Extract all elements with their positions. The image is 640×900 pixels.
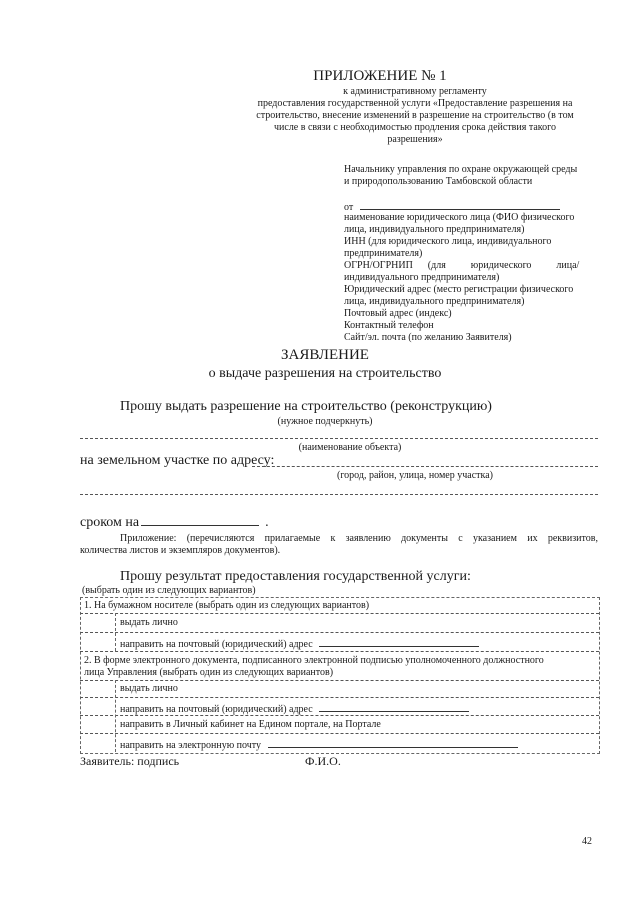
option-electronic-post: направить на почтовый (юридический) адрес <box>120 701 469 716</box>
electronic-option-header-2: лица Управления (выбрать один из следующих вариантов) <box>84 667 334 678</box>
attachment-line-1: Приложение: (перечисляются прилагаемые к заявлению документы с указанием их реквизитов, <box>120 533 598 544</box>
electronic-post-address-field[interactable] <box>319 701 469 712</box>
document-title: ЗАЯВЛЕНИЕ <box>281 347 369 363</box>
from-field[interactable] <box>360 199 560 210</box>
request-text: Прошу выдать разрешение на строительство (реконструкцию) <box>120 399 492 414</box>
addressee-detail-2: лица, индивидуального предпринимателя) <box>344 224 525 235</box>
result-title: Прошу результат предоставления государственной услуги: <box>120 569 471 584</box>
addressee-detail-6: индивидуального предпринимателя) <box>344 272 500 283</box>
email-field[interactable] <box>268 737 518 748</box>
appendix-line-2: предоставления государственной услуги «Предоставление разрешения на <box>257 98 573 109</box>
table-rule <box>80 613 599 614</box>
address-label: на земельном участке по адресу: <box>80 453 275 468</box>
term-field[interactable] <box>141 515 259 526</box>
object-name-field[interactable] <box>80 438 598 439</box>
result-choose: (выбрать один из следующих вариантов) <box>82 585 256 596</box>
checkbox-electronic-email[interactable] <box>82 735 113 751</box>
checkbox-paper-in-person[interactable] <box>82 615 113 630</box>
option-paper-post: направить на почтовый (юридический) адрес <box>120 636 479 651</box>
appendix-line-5: разрешения» <box>387 134 443 145</box>
appendix-line-3: строительство, внесение изменений в разрешение на строительство (в том <box>256 110 574 121</box>
signature-fio: Ф.И.О. <box>305 754 341 768</box>
signature-label: Заявитель: подпись <box>80 754 180 768</box>
addressee-detail-3: ИНН (для юридического лица, индивидуального <box>344 236 552 247</box>
attachment-line-2: количества листов и экземпляров документов). <box>80 545 281 556</box>
object-caption: (наименование объекта) <box>298 442 402 453</box>
table-rule <box>80 697 599 698</box>
page-number: 42 <box>582 836 592 847</box>
paper-option-header: 1. На бумажном носителе (выбрать один из следующих вариантов) <box>84 600 370 611</box>
addressee-detail-4: предпринимателя) <box>344 248 423 259</box>
checkbox-column-divider <box>115 613 116 651</box>
addressee-detail-8: лица, индивидуального предпринимателя) <box>344 296 525 307</box>
appendix-title: ПРИЛОЖЕНИЕ № 1 <box>313 68 447 84</box>
addressee-line-2: и природопользованию Тамбовской области <box>344 176 533 187</box>
paper-post-address-field[interactable] <box>319 636 479 647</box>
option-electronic-in-person: выдать лично <box>120 683 178 694</box>
term-label: сроком на . <box>80 515 269 530</box>
addressee-line-1: Начальнику управления по охране окружающей среды <box>344 164 578 175</box>
addressee-detail-7: Юридический адрес (место регистрации физического <box>344 284 574 295</box>
from-label: от <box>344 199 560 214</box>
document-subtitle: о выдаче разрешения на строительство <box>208 366 442 381</box>
electronic-option-header-1: 2. В форме электронного документа, подписанного электронной подписью уполномоченного должностного <box>84 655 544 666</box>
appendix-line-1: к административному регламенту <box>343 86 487 97</box>
table-rule <box>80 733 599 734</box>
address-caption: (город, район, улица, номер участка) <box>337 470 493 481</box>
addressee-detail-9: Почтовый адрес (индекс) <box>344 308 452 319</box>
checkbox-column-divider <box>115 680 116 752</box>
option-electronic-cabinet: направить в Личный кабинет на Едином портале, на Портале <box>120 719 381 730</box>
addressee-detail-1: наименование юридического лица (ФИО физического <box>344 212 575 223</box>
table-rule <box>80 680 599 681</box>
checkbox-electronic-post[interactable] <box>82 699 113 714</box>
address-field-line-2[interactable] <box>80 494 598 495</box>
table-rule <box>80 632 599 633</box>
checkbox-electronic-in-person[interactable] <box>82 682 113 696</box>
addressee-detail-10: Контактный телефон <box>344 320 434 331</box>
checkbox-electronic-cabinet[interactable] <box>82 717 113 732</box>
address-field[interactable] <box>252 466 598 467</box>
appendix-line-4: числе в связи с необходимостью продления срока действия такого <box>274 122 556 133</box>
addressee-detail-11: Сайт/эл. почта (по желанию Заявителя) <box>344 332 512 343</box>
request-hint: (нужное подчеркнуть) <box>277 416 373 427</box>
checkbox-paper-post[interactable] <box>82 634 113 649</box>
table-rule <box>80 651 599 652</box>
option-electronic-email: направить на электронную почту <box>120 737 518 752</box>
addressee-detail-5: ОГРН/ОГРНИП (для юридического лица/ <box>344 260 580 271</box>
option-paper-in-person: выдать лично <box>120 617 178 628</box>
